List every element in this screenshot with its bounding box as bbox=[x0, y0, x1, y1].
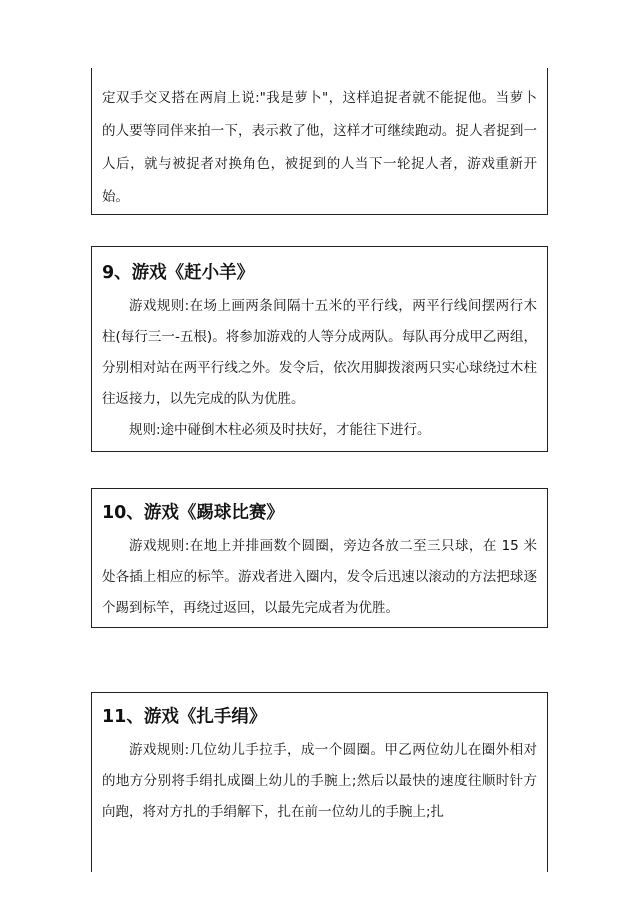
section-box-continued bbox=[91, 68, 548, 215]
section-box-game-11 bbox=[91, 692, 548, 872]
section-title: 10、游戏《踢球比赛》 bbox=[102, 503, 284, 523]
section-paragraph: 游戏规则:在场上画两条间隔十五米的平行线，两平行线间摆两行木柱(每行三一-五根)。将参加游戏的人等分成两队。每队再分成甲乙两组，分别相对站在两平行线之外。发令后，依次用脚拨滚两只实心球绕过木柱往返接力，以先完成的队为优胜。 bbox=[102, 298, 537, 407]
section-paragraph: 规则:途中碰倒木柱必须及时扶好，才能往下进行。 bbox=[129, 422, 431, 438]
section-paragraph: 定双手交叉搭在两肩上说:"我是萝卜"，这样追捉者就不能捉他。当萝卜的人要等同伴来拍一下，表示救了他，这样才可继续跑动。捉人者捉到一人后，就与被捉者对换角色，被捉到的人当下一轮捉人者，游戏重新开始。 bbox=[102, 90, 537, 205]
section-paragraph: 游戏规则:几位幼儿手拉手，成一个圆圈。甲乙两位幼儿在圈外相对的地方分别将手绢扎成圈上幼儿的手腕上;然后以最快的速度往顺时针方向跑，将对方扎的手绢解下，扎在前一位幼儿的手腕上;扎 bbox=[102, 742, 537, 820]
section-box-game-10 bbox=[91, 488, 548, 628]
section-paragraph: 游戏规则:在地上并排画数个圆圈，旁边各放二至三只球，在 15 米处各插上相应的标竿。游戏者进入圈内，发令后迅速以滚动的方法把球逐个踢到标竿，再绕过返回，以最先完成者为优胜。 bbox=[102, 538, 537, 616]
section-title: 11、游戏《扎手绢》 bbox=[102, 707, 267, 727]
section-box-game-9 bbox=[91, 246, 548, 452]
section-title: 9、游戏《赶小羊》 bbox=[102, 263, 255, 283]
